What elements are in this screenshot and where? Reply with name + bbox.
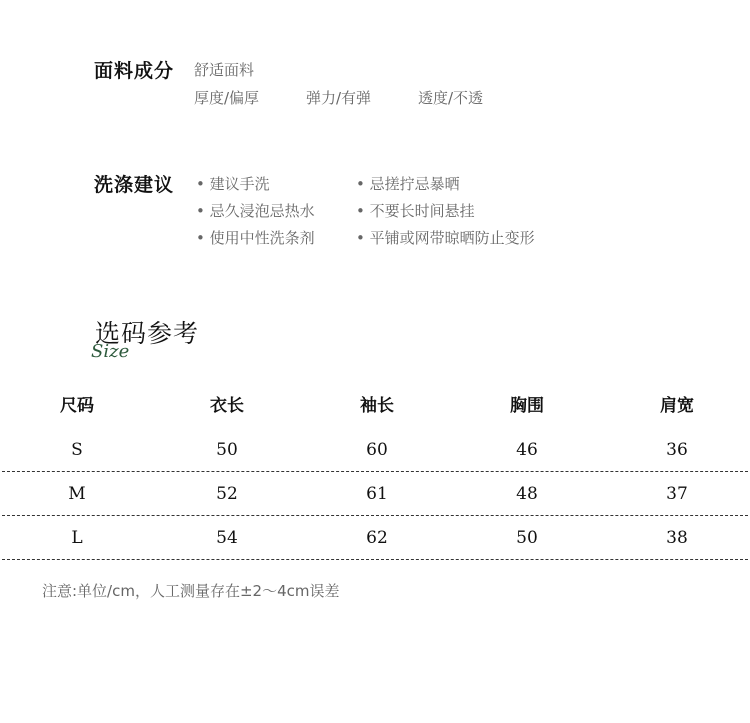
table-cell: 36 [666,440,688,460]
wash-tip: • 平铺或网带晾晒防止变形 [356,227,535,248]
column-header: 肩宽 [660,396,694,416]
table-cell: 46 [516,440,538,460]
table-cell: 50 [216,440,238,460]
table-cell: 38 [666,528,688,548]
table-cell: 50 [516,528,538,548]
size-table [0,384,750,560]
column-header: 袖长 [360,396,394,416]
fabric-elasticity: 弹力/有弹 [306,89,372,107]
table-header-row [0,384,750,428]
size-subtitle: Size [91,341,130,362]
wash-title: 洗涤建议 [94,174,175,196]
table-cell: M [68,484,86,504]
fabric-transparency: 透度/不透 [418,89,484,107]
measurement-note: 注意:单位/cm，人工测量存在±2～4cm误差 [42,582,340,600]
fabric-title: 面料成分 [94,60,175,82]
wash-tip: • 忌久浸泡忌热水 [196,200,315,221]
fabric-description: 舒适面料 [194,61,255,79]
column-header: 胸围 [510,396,544,416]
table-cell: L [71,528,83,548]
wash-tip: • 不要长时间悬挂 [356,200,475,221]
table-cell: 60 [366,440,388,460]
table-cell: 48 [516,484,538,504]
wash-tip: • 忌搓拧忌暴晒 [356,173,460,194]
table-cell: 61 [366,484,388,504]
column-header: 尺码 [60,396,94,416]
table-cell: 52 [216,484,238,504]
size-title: 选码参考 [95,319,200,348]
wash-tip: • 使用中性洗条剂 [196,227,315,248]
table-row [0,428,750,472]
table-cell: 62 [366,528,388,548]
table-row [0,516,750,560]
table-cell: 54 [216,528,238,548]
table-cell: S [71,440,83,460]
wash-tip: • 建议手洗 [196,173,270,194]
table-row [0,472,750,516]
column-header: 衣长 [210,396,244,416]
table-cell: 37 [666,484,688,504]
row-divider [2,559,748,560]
fabric-thickness: 厚度/偏厚 [194,89,260,107]
